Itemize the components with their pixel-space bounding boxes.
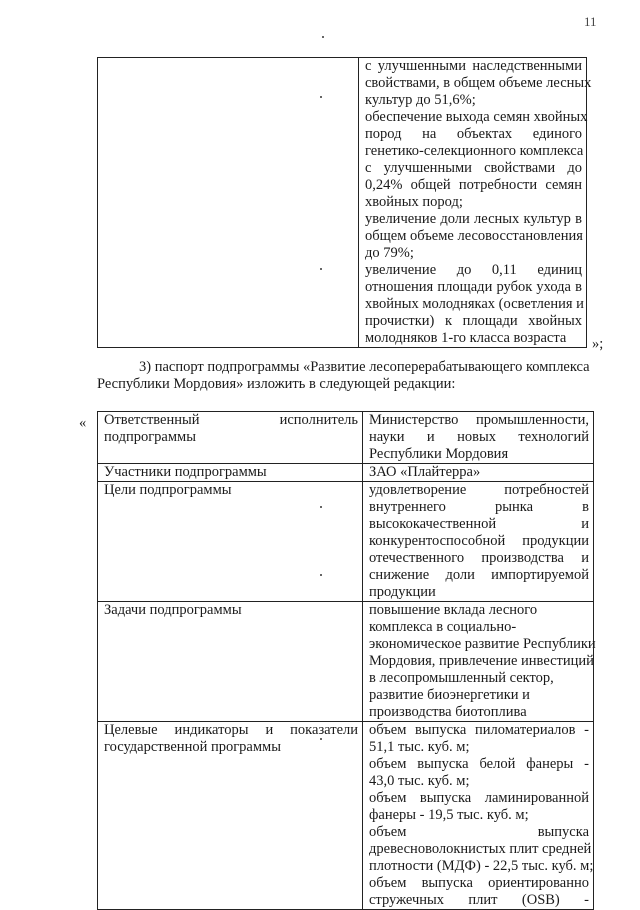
cell-text-line: увеличение до 0,11 единиц — [365, 262, 582, 278]
cell-text-line: объем выпуска белой фанеры - — [369, 756, 589, 772]
cell-text-line: молодняков 1-го класса возраста — [365, 330, 567, 346]
cell-text-line: прочистки) к площади хвойных — [365, 313, 582, 329]
cell-text-line: отношения площади рубок ухода в — [365, 279, 582, 295]
cell-text-line: объем выпуска ориентированно — [369, 875, 589, 891]
scan-mark — [322, 36, 324, 38]
cell-text-line: удовлетворение потребностей — [369, 482, 589, 498]
cell-text-line: Ответственный исполнитель — [104, 412, 358, 428]
page-number: 11 — [584, 14, 597, 29]
cell-text-line: стружечных плит (OSB) - — [369, 892, 589, 908]
row-value-cell — [363, 482, 594, 602]
cell-text-line: Целевые индикаторы и показатели — [104, 722, 358, 738]
subprogram-passport-table — [97, 411, 594, 910]
cell-text-line: конкурентоспособной продукции — [369, 533, 589, 549]
cell-text-line: объем выпуска — [369, 824, 589, 840]
row-label-cell — [98, 482, 363, 602]
cell-text-line: генетико-селекционного комплекса — [365, 143, 584, 159]
cell-text-line: 43,0 тыс. куб. м; — [369, 773, 470, 789]
cell-text-line: Цели подпрограммы — [104, 482, 232, 498]
table-cell-empty — [98, 58, 359, 348]
table-row — [98, 482, 594, 602]
cell-text-line: отечественного производства и — [369, 550, 589, 566]
cell-text-line: объем выпуска пиломатериалов - — [369, 722, 589, 738]
cell-text-line: Задачи подпрограммы — [104, 602, 242, 618]
cell-text-line: с улучшенными наследственными — [365, 58, 582, 74]
cell-text-line: комплекса в социально- — [369, 619, 517, 635]
cell-text-line: в лесопромышленный сектор, — [369, 670, 554, 686]
opening-quote: « — [79, 415, 87, 431]
row-label-cell — [98, 412, 363, 464]
cell-text-line: свойствами, в общем объеме лесных — [365, 75, 592, 91]
cell-text-line: фанеры - 19,5 тыс. куб. м; — [369, 807, 529, 823]
cell-text-line: высококачественной и — [369, 516, 589, 532]
cell-text-line: 51,1 тыс. куб. м; — [369, 739, 470, 755]
table-row — [98, 722, 594, 910]
cell-text-line: снижение доли импортируемой — [369, 567, 589, 583]
cell-text-line: государственной программы — [104, 739, 281, 755]
cell-text-line: пород на объектах единого — [365, 126, 582, 142]
cell-text-line: ЗАО «Плайтерра» — [369, 464, 481, 480]
cell-text-line: хвойных молодняках (осветления и — [365, 296, 584, 312]
cell-text-line: плотности (МДФ) - 22,5 тыс. куб. м; — [369, 858, 594, 874]
row-label-cell — [98, 722, 363, 910]
cell-text-line: общем объеме лесовосстановления — [365, 228, 583, 244]
table-row — [98, 602, 594, 722]
cell-text-line: 0,24% общей потребности семян — [365, 177, 582, 193]
cell-text-line: объем выпуска ламинированной — [369, 790, 589, 806]
closing-quote: »; — [592, 336, 604, 352]
cell-text-line: хвойных пород; — [365, 194, 463, 210]
table-row — [98, 412, 594, 464]
cell-text-line: внутреннего рынка в — [369, 499, 589, 515]
cell-text-line: подпрограммы — [104, 429, 196, 445]
cell-text-line: увеличение доли лесных культур в — [365, 211, 582, 227]
row-value-cell — [363, 412, 594, 464]
cell-text-line: повышение вклада лесного — [369, 602, 538, 618]
cell-text-line: Республики Мордовия — [369, 446, 509, 462]
passport-table-continued — [97, 57, 592, 348]
paragraph-line: 3) паспорт подпрограммы «Развитие лесоперерабатывающего комплекса — [139, 359, 590, 375]
table-row — [98, 464, 594, 482]
amendment-paragraph — [97, 359, 590, 393]
cell-text-line: культур до 51,6%; — [365, 92, 476, 108]
cell-text-line: развитие биоэнергетики и — [369, 687, 530, 703]
cell-text-line: экономическое развитие Республики — [369, 636, 596, 652]
row-value-cell — [363, 602, 594, 722]
cell-text-line: древесноволокнистых плит средней — [369, 841, 592, 857]
cell-text-line: науки и новых технологий — [369, 429, 589, 445]
cell-text-line: Мордовия, привлечение инвестиций — [369, 653, 594, 669]
cell-text-line: до 79%; — [365, 245, 414, 261]
cell-text-line: производства биотоплива — [369, 704, 527, 720]
row-value-cell — [363, 722, 594, 910]
cell-text-line: с улучшенными свойствами до — [365, 160, 582, 176]
row-label-cell — [98, 602, 363, 722]
cell-text-line: Участники подпрограммы — [104, 464, 267, 480]
table-cell-indicators — [359, 58, 592, 348]
cell-text-line: обеспечение выхода семян хвойных — [365, 109, 588, 125]
cell-text-line: Министерство промышленности, — [369, 412, 589, 428]
table-row — [98, 58, 587, 348]
cell-text-line: продукции — [369, 584, 436, 600]
row-label-cell — [98, 464, 363, 482]
paragraph-line: Республики Мордовия» изложить в следующей редакции: — [97, 376, 456, 392]
row-value-cell — [363, 464, 594, 482]
